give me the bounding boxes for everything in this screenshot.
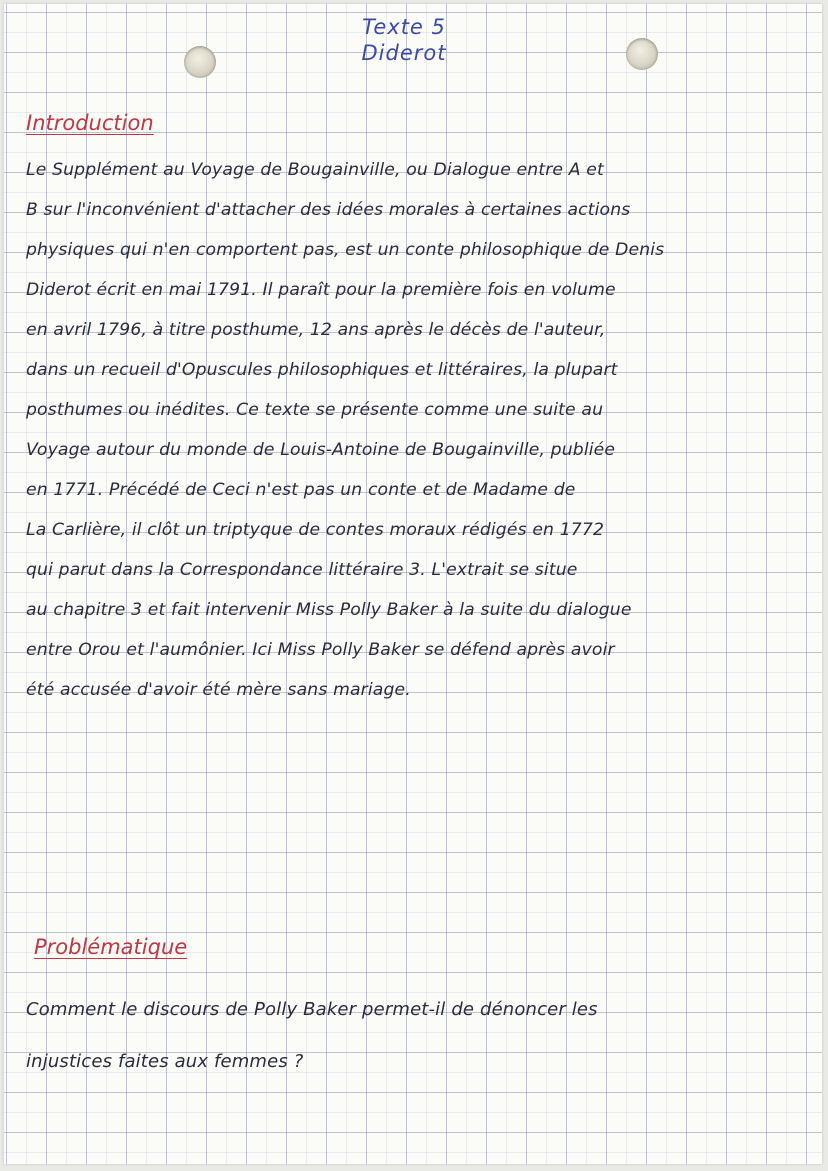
text-line: au chapitre 3 et fait intervenir Miss Polly Baker à la suite du dialogue — [26, 600, 632, 620]
problematique-heading: Problématique — [34, 935, 188, 959]
text-line: en avril 1796, à titre posthume, 12 ans après le décès de l'auteur, — [26, 320, 606, 340]
text-line: La Carlière, il clôt un triptyque de contes moraux rédigés en 1772 — [26, 520, 605, 540]
text-line: dans un recueil d'Opuscules philosophiques et littéraires, la plupart — [26, 360, 618, 380]
notebook-page — [4, 4, 822, 1164]
introduction-heading: Introduction — [26, 111, 154, 135]
text-line: Comment le discours de Polly Baker permet-il de dénoncer les — [26, 999, 598, 1020]
text-line: entre Orou et l'aumônier. Ici Miss Polly Baker se défend après avoir — [26, 640, 615, 660]
title-line-1: Texte 5 — [362, 15, 446, 39]
punch-hole-left — [184, 46, 216, 78]
text-line: posthumes ou inédites. Ce texte se présente comme une suite au — [26, 400, 604, 420]
text-line: Diderot écrit en mai 1791. Il paraît pour la première fois en volume — [26, 280, 616, 300]
text-line: injustices faites aux femmes ? — [26, 1051, 304, 1072]
page-title — [304, 14, 504, 66]
text-line: Voyage autour du monde de Louis-Antoine de Bougainville, publiée — [26, 440, 616, 460]
title-line-2: Diderot — [361, 41, 447, 65]
text-line: physiques qui n'en comportent pas, est un conte philosophique de Denis — [26, 240, 665, 260]
introduction-paragraph — [26, 150, 822, 710]
punch-hole-right — [626, 38, 658, 70]
text-line: B sur l'inconvénient d'attacher des idées morales à certaines actions — [26, 200, 631, 220]
text-line: Le Supplément au Voyage de Bougainville, ou Dialogue entre A et — [26, 160, 604, 180]
text-line: qui parut dans la Correspondance littéraire 3. L'extrait se situe — [26, 560, 578, 580]
text-line: été accusée d'avoir été mère sans mariage. — [26, 680, 411, 700]
problematique-paragraph — [26, 984, 822, 1088]
text-line: en 1771. Précédé de Ceci n'est pas un conte et de Madame de — [26, 480, 576, 500]
